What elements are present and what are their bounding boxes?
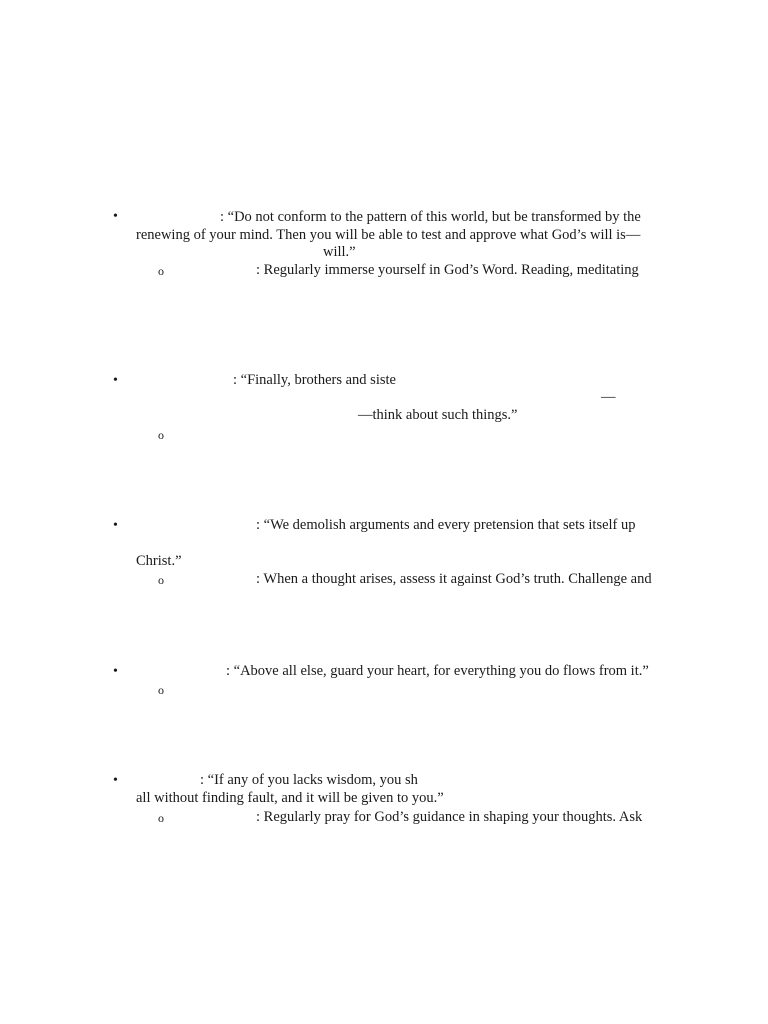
- bullet-marker: •: [113, 373, 118, 388]
- sub-point-text: : Regularly immerse yourself in God’s Word. Reading, meditating: [256, 262, 639, 278]
- bullet-marker: •: [113, 664, 118, 679]
- verse-text: all without finding fault, and it will be given to you.”: [136, 790, 444, 806]
- sub-bullet-marker: o: [158, 683, 164, 697]
- sub-bullet-marker: o: [158, 428, 164, 442]
- verse-text: —: [601, 389, 616, 405]
- sub-point-text: : When a thought arises, assess it against God’s truth. Challenge and: [256, 571, 652, 587]
- verse-text: : “If any of you lacks wisdom, you sh: [200, 772, 418, 788]
- verse-text: will.”: [323, 244, 356, 260]
- bullet-marker: •: [113, 209, 118, 224]
- verse-text: : “Do not conform to the pattern of this world, but be transformed by the: [220, 209, 641, 225]
- bullet-marker: •: [113, 518, 118, 533]
- verse-text: : “Above all else, guard your heart, for everything you do flows from it.”: [226, 663, 649, 679]
- sub-point-text: : Regularly pray for God’s guidance in shaping your thoughts. Ask: [256, 809, 643, 825]
- verse-text: : “Finally, brothers and siste: [233, 372, 396, 388]
- verse-text: Christ.”: [136, 553, 182, 569]
- sub-bullet-marker: o: [158, 811, 164, 825]
- bullet-marker: •: [113, 773, 118, 788]
- sub-bullet-marker: o: [158, 573, 164, 587]
- sub-bullet-marker: o: [158, 264, 164, 278]
- verse-text: —think about such things.”: [358, 407, 518, 423]
- verse-text: : “We demolish arguments and every pretension that sets itself up: [256, 517, 636, 533]
- verse-text: renewing of your mind. Then you will be able to test and approve what God’s will is—: [136, 227, 641, 243]
